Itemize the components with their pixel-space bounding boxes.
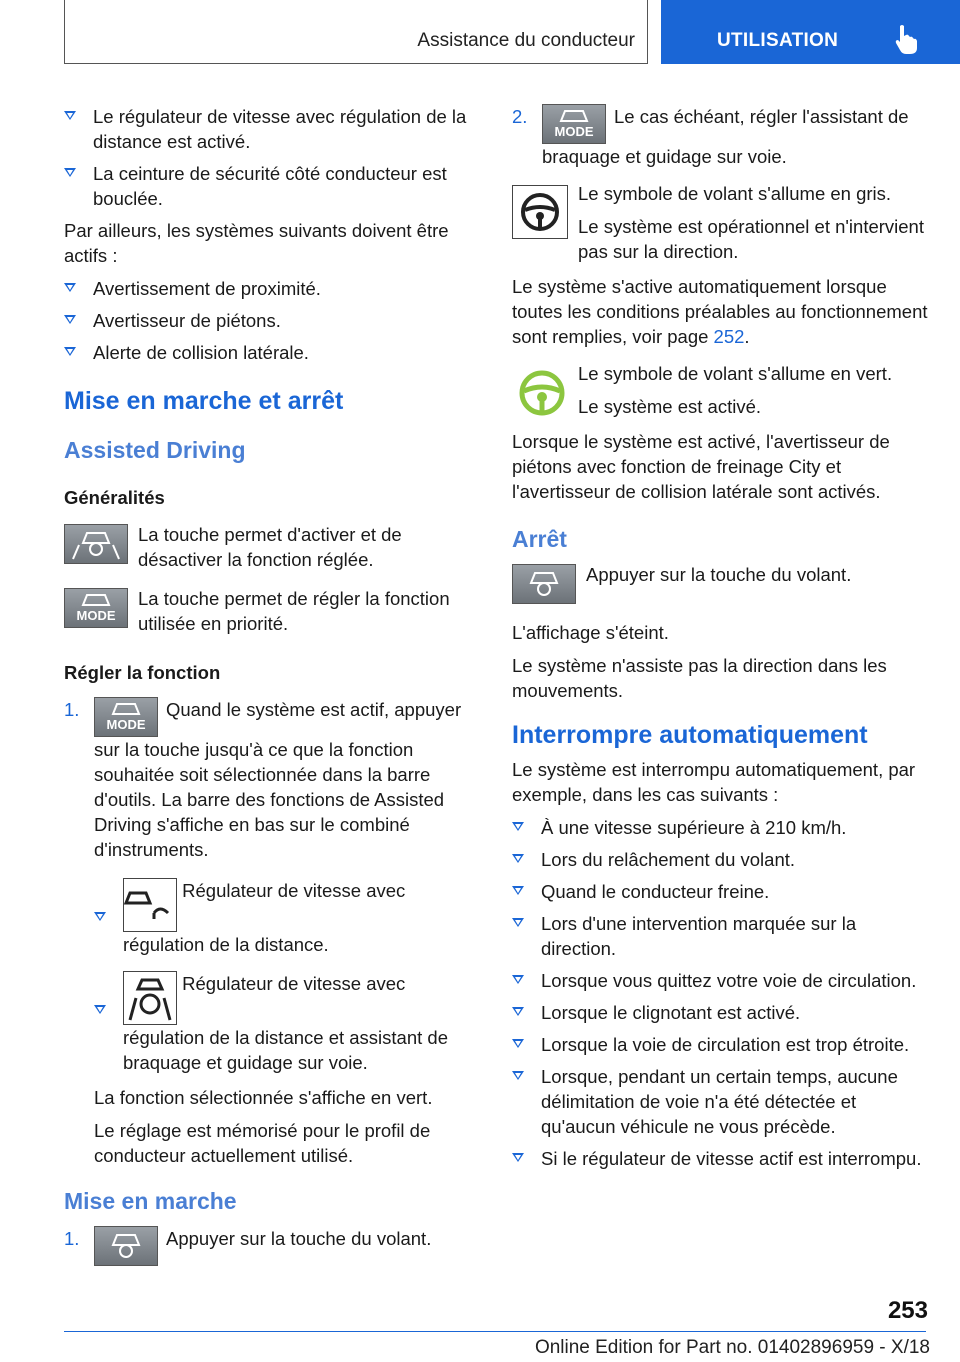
list-item: Régulateur de vitesse avec régulation de la distance.	[94, 878, 484, 957]
list-item: Avertissement de proximité.	[64, 276, 484, 301]
triangle-bullet-icon	[64, 347, 76, 356]
assisted-driving-button-icon	[512, 564, 576, 604]
heading-arret: Arrêt	[512, 526, 567, 552]
step-2: 2. MODE Le cas échéant, régler l'assistant de braquage et guidage sur voie.	[512, 106, 909, 167]
assisted-driving-button-icon	[64, 524, 128, 564]
right-column	[512, 104, 932, 1178]
triangle-bullet-icon	[512, 886, 524, 895]
list-item: Le régulateur de vitesse avec régulation de la distance est activé.	[64, 104, 484, 154]
step-1-marche: 1. Appuyer sur la touche du volant.	[64, 1226, 484, 1266]
heading-mise-en-marche-arret: Mise en marche et arrêt	[64, 387, 344, 415]
list-item: À une vitesse supérieure à 210 km/h.	[512, 815, 932, 840]
header-section-tab	[661, 0, 960, 64]
step-1: 1. MODE Quand le système est actif, appuyer sur la touche jusqu'à ce que la fonction souhaitée soit sélectionnée dans la barre d'outils. La barre des fonctions de Assisted Driving s'affiche en bas sur le combiné d'instruments.	[64, 699, 462, 860]
paragraph: La fonction sélectionnée s'affiche en vert.	[94, 1087, 433, 1108]
list-item: Alerte de collision latérale.	[64, 340, 484, 365]
triangle-bullet-icon	[94, 1005, 106, 1014]
header-section: UTILISATION	[717, 30, 839, 51]
triangle-bullet-icon	[64, 168, 76, 177]
mode-button-icon: MODE	[94, 697, 158, 737]
generalites-item: La touche permet d'activer et de désactiver la fonction réglée.	[64, 522, 484, 572]
mode-button-icon: MODE	[542, 104, 606, 144]
triangle-bullet-icon	[64, 315, 76, 324]
list-item: Avertisseur de piétons.	[64, 308, 484, 333]
header-title-box	[64, 0, 648, 64]
header-title: Assistance du conducteur	[417, 30, 635, 51]
heading-mise-en-marche: Mise en marche	[64, 1188, 237, 1214]
triangle-bullet-icon	[64, 283, 76, 292]
list-item: Quand le conducteur freine.	[512, 879, 932, 904]
paragraph: L'affichage s'éteint.	[512, 622, 669, 643]
assisted-driving-button-icon	[94, 1226, 158, 1266]
page-number: 253	[887, 1297, 928, 1324]
heading-interrompre: Interrompre automatiquement	[512, 721, 868, 749]
steering-wheel-green-icon	[516, 367, 568, 419]
generalites-item: MODE La touche permet de régler la fonction utilisée en priorité.	[64, 586, 484, 636]
paragraph: Le système est interrompu automatiquement, par exemple, dans les cas suivants :	[512, 759, 916, 805]
heading-assisted-driving: Assisted Driving	[64, 437, 246, 463]
list-item: Régulateur de vitesse avec régulation de la distance et assistant de braquage et guidage sur voie.	[94, 971, 484, 1075]
grey-wheel-info: Le symbole de volant s'allume en gris. Le système est opérationnel et n'intervient pas sur la direction.	[512, 181, 932, 264]
left-column	[64, 104, 484, 1266]
steering-wheel-grey-icon	[512, 185, 568, 239]
list-item: Lorsque le clignotant est activé.	[512, 1000, 932, 1025]
triangle-bullet-icon	[512, 822, 524, 831]
heading-regler-la-fonction: Régler la fonction	[64, 662, 221, 683]
triangle-bullet-icon	[512, 1153, 524, 1162]
list-item: Lors du relâchement du volant.	[512, 847, 932, 872]
list-item: Lorsque, pendant un certain temps, aucune délimitation de voie n'a été détectée et qu'aucun véhicule ne vous précède.	[512, 1064, 932, 1139]
mode-button-icon: MODE	[64, 588, 128, 628]
arret-item: Appuyer sur la touche du volant.	[512, 562, 932, 602]
triangle-bullet-icon	[512, 918, 524, 927]
page-reference-link[interactable]: 252	[713, 326, 745, 347]
paragraph: Le système n'assiste pas la direction dans les mouvements.	[512, 655, 887, 701]
paragraph: Le système s'active automatiquement lorsque toutes les conditions préalables au fonctionnement sont remplies, voir page 252.	[512, 276, 928, 347]
triangle-bullet-icon	[64, 111, 76, 120]
hand-pointer-icon	[893, 24, 917, 60]
footer-divider	[64, 1331, 926, 1332]
triangle-bullet-icon	[512, 1007, 524, 1016]
footer-edition-text: Online Edition for Part no. 01402896959 - X/18	[534, 1337, 930, 1358]
list-item: Lorsque la voie de circulation est trop étroite.	[512, 1032, 932, 1057]
paragraph: Lorsque le système est activé, l'avertisseur de piétons avec fonction de freinage City et l'avertisseur de collision latérale sont activés.	[512, 431, 890, 502]
triangle-bullet-icon	[512, 854, 524, 863]
heading-generalites: Généralités	[64, 487, 165, 508]
acc-distance-icon	[123, 878, 177, 932]
paragraph: Par ailleurs, les systèmes suivants doivent être actifs :	[64, 220, 449, 266]
list-item: La ceinture de sécurité côté conducteur est bouclée.	[64, 161, 484, 211]
acc-steering-assist-icon	[123, 971, 177, 1025]
green-wheel-info: Le symbole de volant s'allume en vert. Le système est activé.	[512, 361, 932, 419]
list-item: Lors d'une intervention marquée sur la direction.	[512, 911, 932, 961]
paragraph: Le réglage est mémorisé pour le profil de conducteur actuellement utilisé.	[94, 1120, 431, 1166]
list-item: Si le régulateur de vitesse actif est interrompu.	[512, 1146, 932, 1171]
triangle-bullet-icon	[512, 1071, 524, 1080]
list-item: Lorsque vous quittez votre voie de circulation.	[512, 968, 932, 993]
triangle-bullet-icon	[512, 975, 524, 984]
triangle-bullet-icon	[512, 1039, 524, 1048]
triangle-bullet-icon	[94, 912, 106, 921]
